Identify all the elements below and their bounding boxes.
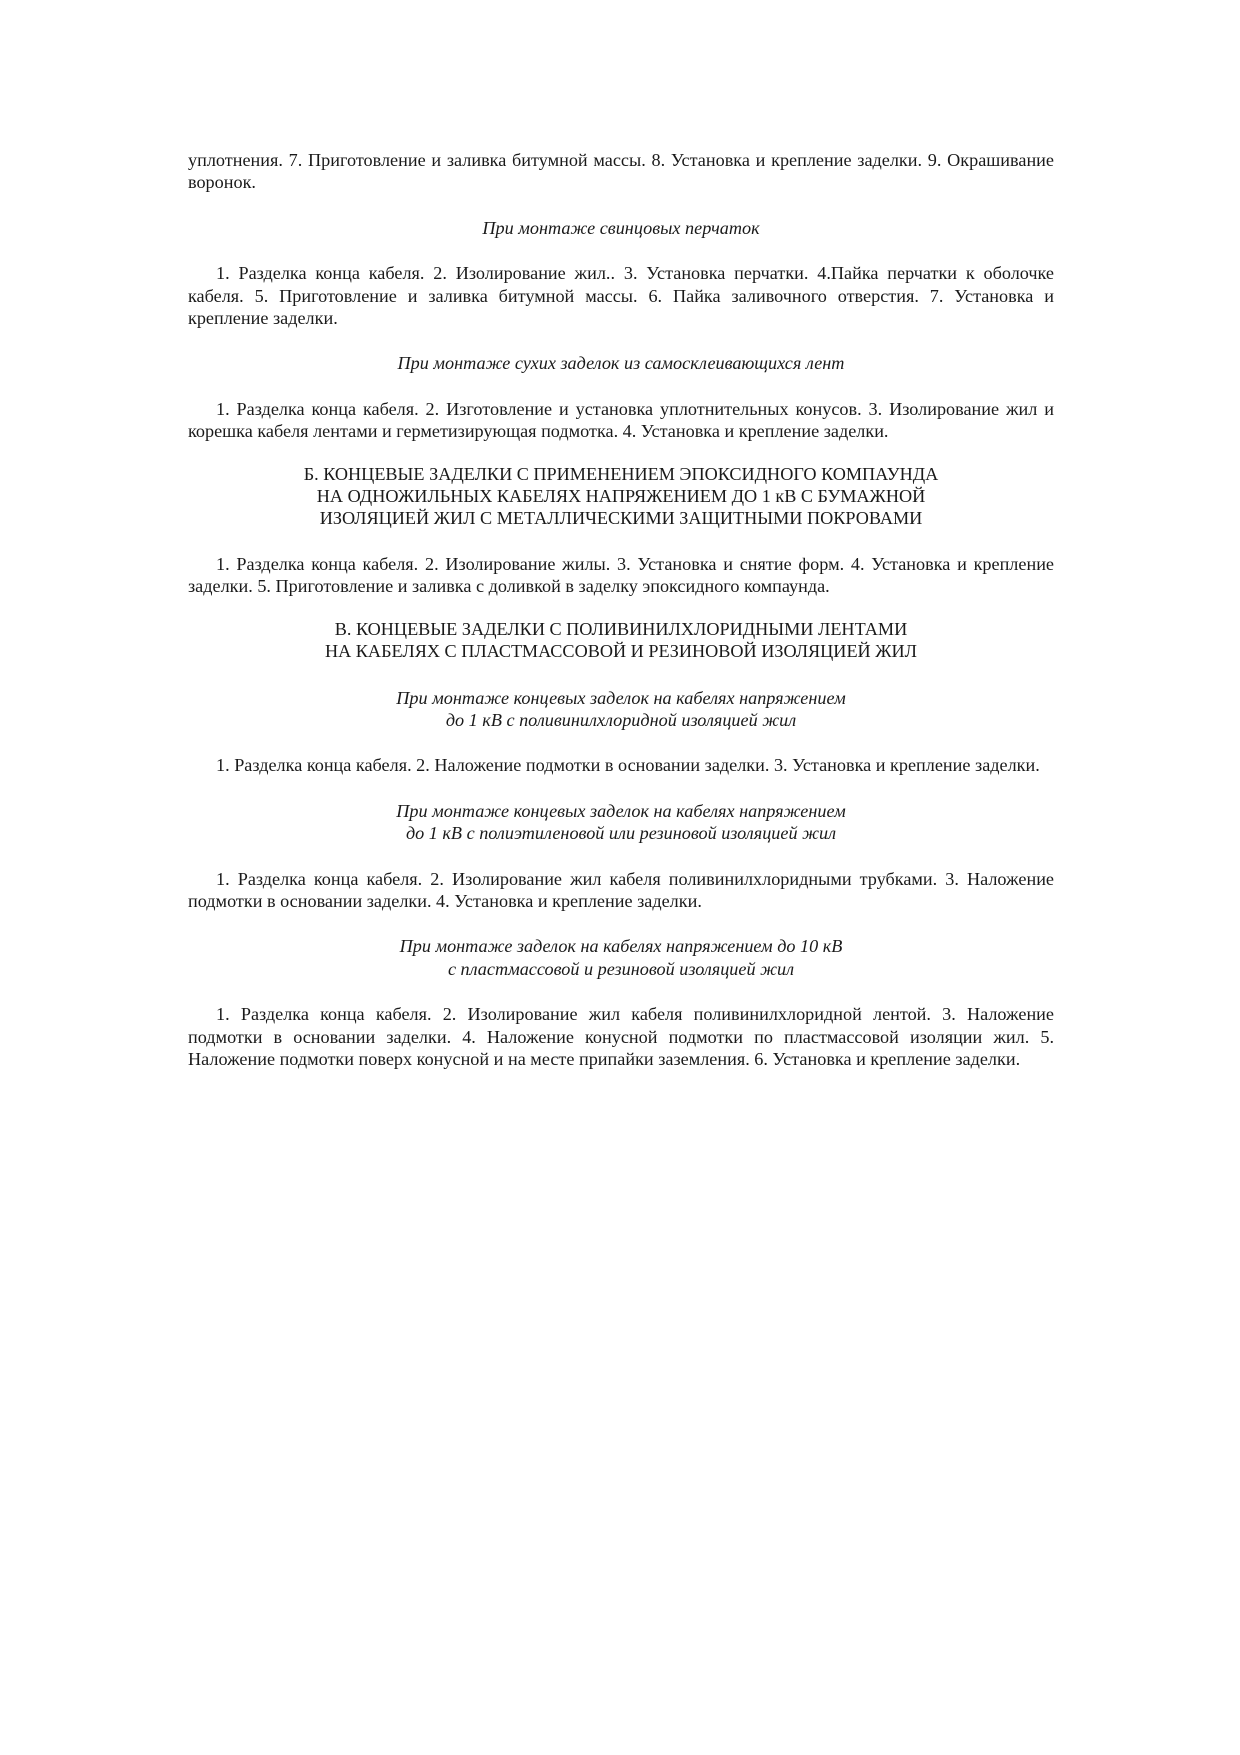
pe-rubber-1kv-heading-line: При монтаже концевых заделок на кабелях напряжением	[396, 800, 846, 821]
section-b-heading-line: ИЗОЛЯЦИЕЙ ЖИЛ С МЕТАЛЛИЧЕСКИМИ ЗАЩИТНЫМИ ПОКРОВАМИ	[319, 508, 923, 529]
section-b-heading	[188, 463, 1054, 530]
section-v-heading-line: НА КАБЕЛЯХ С ПЛАСТМАССОВОЙ И РЕЗИНОВОЙ ИЗОЛЯЦИЕЙ ЖИЛ	[324, 641, 917, 662]
intro-paragraph: уплотнения. 7. Приготовление и заливка битумной массы. 8. Установка и крепление заделки. 9. Окрашивание воронок.	[188, 150, 1054, 193]
pvc-1kv-heading-line: до 1 кВ с поливинилхлоридной изоляцией жил	[445, 709, 797, 730]
pvc-1kv-heading-line: При монтаже концевых заделок на кабелях напряжением	[396, 687, 846, 708]
plastic-rubber-10kv-paragraph: 1. Разделка конца кабеля. 2. Изолирование жил кабеля поливинилхлоридной лентой. 3. Наложение подмотки в основании заделки. 4. Наложение конусной подмотки по пластмассовой изоляции жил. 5. Наложение подмотки поверх конусной и на месте припайки заземления. 6. Установка и крепление заделки.	[188, 1004, 1054, 1069]
plastic-rubber-10kv-heading	[188, 935, 1054, 980]
lead-gloves-paragraph: 1. Разделка конца кабеля. 2. Изолирование жил.. 3. Установка перчатки. 4.Пайка перчатки к оболочке кабеля. 5. Приготовление и заливка битумной массы. 6. Пайка заливочного отверстия. 7. Установка и крепление заделки.	[188, 263, 1054, 329]
dry-terminations-paragraph: 1. Разделка конца кабеля. 2. Изготовление и установка уплотнительных конусов. 3. Изолирование жил и корешка кабеля лентами и герметизирующая подмотка. 4. Установка и крепление заделки.	[188, 398, 1054, 442]
plastic-rubber-10kv-heading-line: При монтаже заделок на кабелях напряжением до 10 кВ	[399, 936, 843, 957]
section-b-heading-line: Б. КОНЦЕВЫЕ ЗАДЕЛКИ С ПРИМЕНЕНИЕМ ЭПОКСИДНОГО КОМПАУНДА	[303, 463, 939, 484]
pe-rubber-1kv-paragraph: 1. Разделка конца кабеля. 2. Изолирование жил кабеля поливинилхлоридными трубками. 3. Наложение подмотки в основании заделки. 4. Установка и крепление заделки.	[188, 868, 1054, 911]
section-v-heading-line: В. КОНЦЕВЫЕ ЗАДЕЛКИ С ПОЛИВИНИЛХЛОРИДНЫМИ ЛЕНТАМИ	[334, 618, 908, 639]
section-b-heading-line: НА ОДНОЖИЛЬНЫХ КАБЕЛЯХ НАПРЯЖЕНИЕМ ДО 1 кВ С БУМАЖНОЙ	[316, 486, 926, 507]
plastic-rubber-10kv-heading-line: с пластмассовой и резиновой изоляцией жил	[447, 958, 795, 979]
lead-gloves-heading: При монтаже свинцовых перчаток	[482, 217, 760, 238]
document-page	[188, 149, 1054, 1070]
section-v-heading	[188, 618, 1054, 663]
dry-terminations-heading: При монтаже сухих заделок из самосклеивающихся лент	[397, 353, 845, 374]
section-b-paragraph: 1. Разделка конца кабеля. 2. Изолирование жилы. 3. Установка и снятие форм. 4. Установка и крепление заделки. 5. Приготовление и заливка с доливкой в заделку эпоксидного компаунда.	[188, 553, 1054, 597]
pvc-1kv-heading	[188, 687, 1054, 732]
pvc-1kv-paragraph: 1. Разделка конца кабеля. 2. Наложение подмотки в основании заделки. 3. Установка и крепление заделки.	[216, 755, 1040, 776]
pe-rubber-1kv-heading-line: до 1 кВ с полиэтиленовой или резиновой изоляцией жил	[405, 823, 837, 844]
pe-rubber-1kv-heading	[188, 800, 1054, 845]
